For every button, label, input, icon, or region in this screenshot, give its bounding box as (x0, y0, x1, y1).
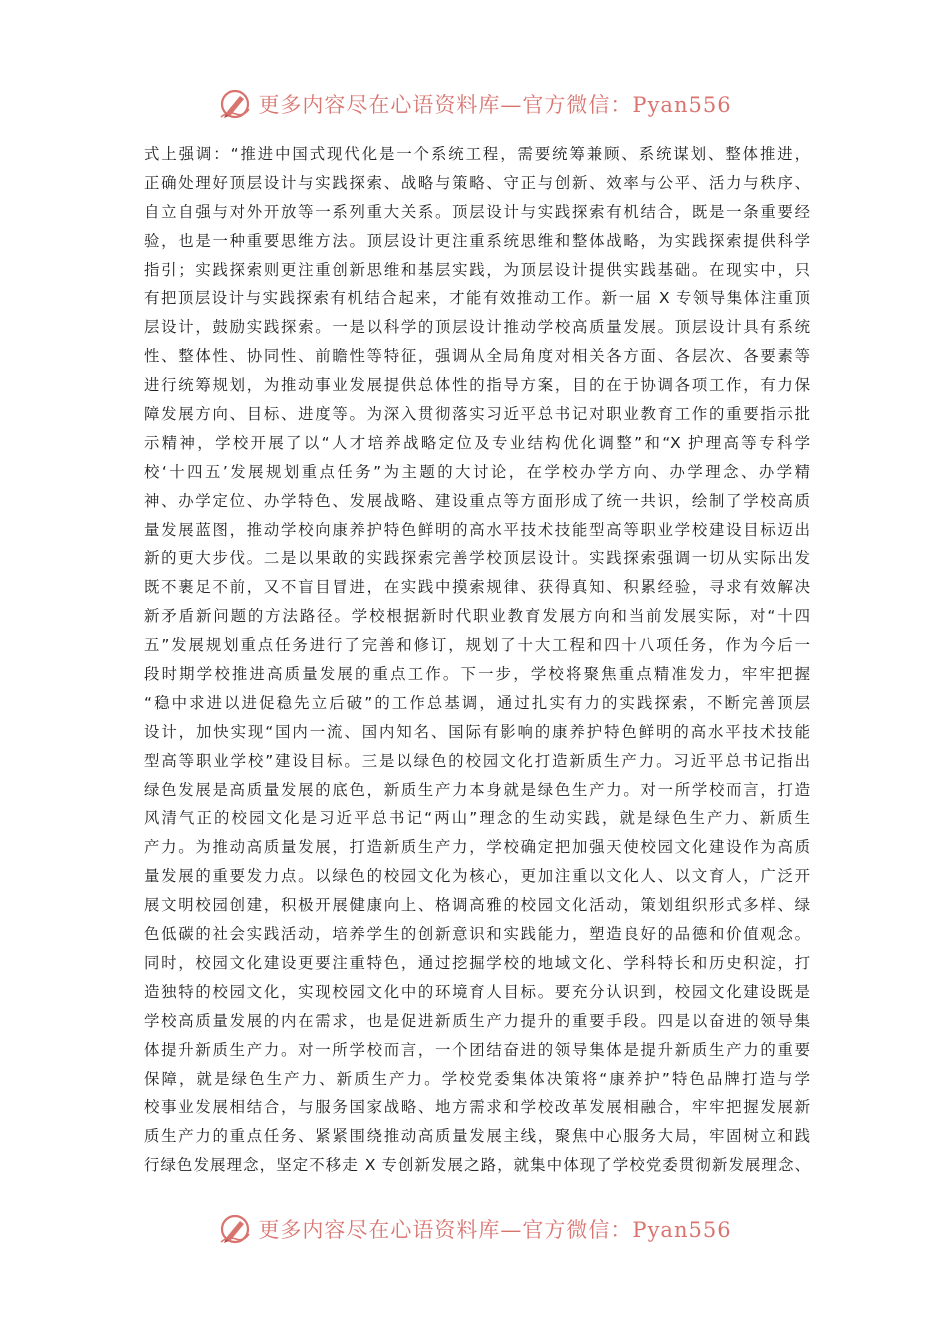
body-text-line: 量发展蓝图，推动学校向康养护特色鲜明的高水平技术技能型高等职业学校建设目标迈出 (144, 520, 810, 539)
body-text-line: 自立自强与对外开放等一系列重大关系。顶层设计与实践探索有机结合，既是一条重要经 (144, 202, 810, 221)
body-text-line: 行绿色发展理念，坚定不移走 X 专创新发展之路，就集中体现了学校党委贯彻新发展理念、 (144, 1156, 810, 1175)
pen-logo-icon (218, 87, 252, 121)
body-text-line: “稳中求进以进促稳先立后破”的工作总基调，通过扎实有力的实践探索，不断完善顶层 (144, 693, 810, 712)
body-text-line: 性、整体性、协同性、前瞻性等特征，强调从全局角度对相关各方面、各层次、各要素等 (144, 347, 810, 366)
body-text-line: 型高等职业学校”建设目标。三是以绿色的校园文化打造新质生产力。习近平总书记指出 (144, 751, 810, 770)
body-text-line: 学校高质量发展的内在需求，也是促进新质生产力提升的重要手段。四是以奋进的领导集 (144, 1011, 810, 1030)
body-text-line: 造独特的校园文化，实现校园文化中的环境育人目标。要充分认识到，校园文化建设既是 (144, 982, 810, 1001)
body-text-line: 新矛盾新问题的方法路径。学校根据新时代职业教育发展方向和当前发展实际，对“十四 (144, 607, 810, 626)
body-text-line: 同时，校园文化建设更要注重特色，通过挖掘学校的地域文化、学科特长和历史积淀，打 (144, 953, 810, 972)
body-text-line: 段时期学校推进高质量发展的重点工作。下一步，学校将聚焦重点精准发力，牢牢把握 (144, 665, 810, 684)
footer-banner (0, 1209, 950, 1249)
body-text-line: 障发展方向、目标、进度等。为深入贯彻落实习近平总书记对职业教育工作的重要指示批 (144, 405, 810, 424)
body-text-line: 风清气正的校园文化是习近平总书记“两山”理念的生动实践，就是绿色生产力、新质生 (144, 809, 810, 828)
body-text-line: 量发展的重要发力点。以绿色的校园文化为核心，更加注重以文化人、以文育人，广泛开 (144, 867, 810, 886)
body-text-line: 校事业发展相结合，与服务国家战略、地方需求和学校改革发展相融合，牢牢把握发展新 (144, 1098, 810, 1117)
body-text-line: 既不裹足不前，又不盲目冒进，在实践中摸索规律、获得真知、积累经验，寻求有效解决 (144, 578, 810, 597)
body-text-line: 新的更大步伐。二是以果敢的实践探索完善学校顶层设计。实践探索强调一切从实际出发 (144, 549, 810, 568)
body-text-line: 层设计，鼓励实践探索。一是以科学的顶层设计推动学校高质量发展。顶层设计具有系统 (144, 318, 810, 337)
body-text-line: 指引；实践探索则更注重创新思维和基层实践，为顶层设计提供实践基础。在现实中，只 (144, 260, 810, 279)
body-text-line: 绿色发展是高质量发展的底色，新质生产力本身就是绿色生产力。对一所学校而言，打造 (144, 780, 810, 799)
body-text-line: 展文明校园创建，积极开展健康向上、格调高雅的校园文化活动，策划组织形式多样、绿 (144, 896, 810, 915)
body-text-line: 保障，就是绿色生产力、新质生产力。学校党委集体决策将“康养护”特色品牌打造与学 (144, 1069, 810, 1088)
body-text-line: 色低碳的社会实践活动，培养学生的创新意识和实践能力，塑造良好的品德和价值观念。 (144, 925, 810, 944)
body-text-line: 验，也是一种重要思维方法。顶层设计更注重系统思维和整体战略，为实践探索提供科学 (144, 231, 810, 250)
body-text-line: 正确处理好顶层设计与实践探索、战略与策略、守正与创新、效率与公平、活力与秩序、 (144, 173, 810, 192)
body-text-line: 进行统筹规划，为推动事业发展提供总体性的指导方案，目的在于协调各项工作，有力保 (144, 376, 810, 395)
body-text-line: 产力。为推动高质量发展，打造新质生产力，学校确定把加强天使校园文化建设作为高质 (144, 838, 810, 857)
body-text-line: 五”发展规划重点任务进行了完善和修订，规划了十大工程和四十八项任务，作为今后一 (144, 636, 810, 655)
header-banner-text: 更多内容尽在心语资料库—官方微信：Pyan556 (258, 93, 732, 117)
document-body (144, 140, 810, 1180)
body-text-line: 设计，加快实现“国内一流、国内知名、国际有影响的康养护特色鲜明的高水平技术技能 (144, 722, 810, 741)
body-text-line: 式上强调：“推进中国式现代化是一个系统工程，需要统筹兼顾、系统谋划、整体推进， (144, 145, 810, 163)
pen-logo-icon (218, 1212, 252, 1246)
footer-banner-text: 更多内容尽在心语资料库—官方微信：Pyan556 (258, 1218, 732, 1242)
body-text-line: 神、办学定位、办学特色、发展战略、建设重点等方面形成了统一共识，绘制了学校高质 (144, 491, 810, 510)
body-text-line: 校‘十四五’发展规划重点任务”为主题的大讨论，在学校办学方向、办学理念、办学精 (144, 462, 810, 481)
body-text-line: 示精神，学校开展了以“人才培养战略定位及专业结构优化调整”和“X 护理高等专科学 (144, 433, 810, 452)
body-text-line: 质生产力的重点任务、紧紧围绕推动高质量发展主线，聚焦中心服务大局，牢固树立和践 (144, 1127, 810, 1146)
body-text-line: 有把顶层设计与实践探索有机结合起来，才能有效推动工作。新一届 X 专领导集体注重顶 (144, 289, 810, 308)
header-banner (0, 84, 950, 124)
body-text-line: 体提升新质生产力。对一所学校而言，一个团结奋进的领导集体是提升新质生产力的重要 (144, 1040, 810, 1059)
